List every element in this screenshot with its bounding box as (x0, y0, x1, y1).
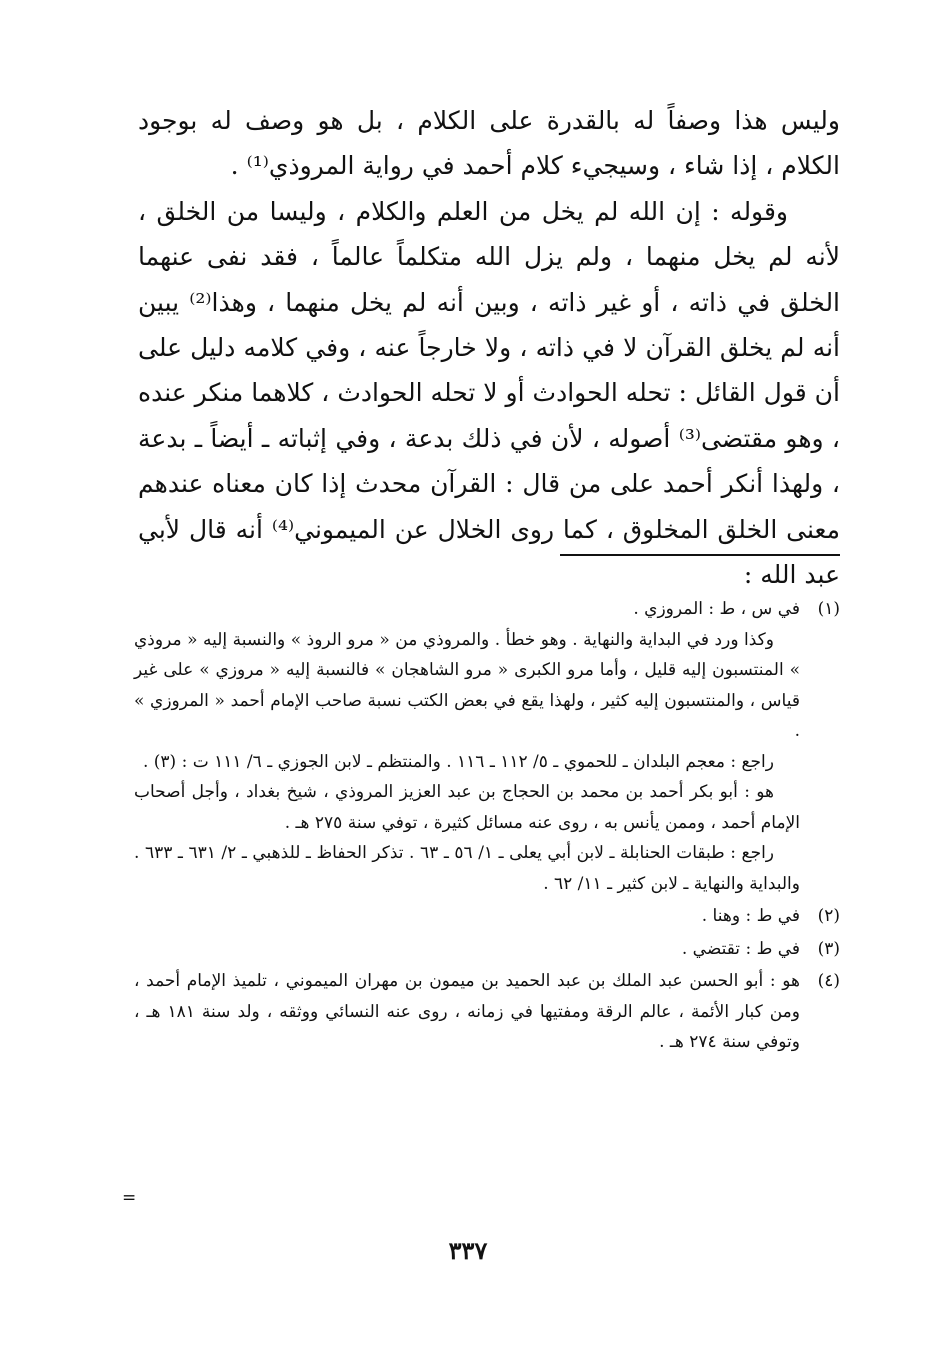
main-text (138, 98, 840, 597)
footnote-text: هو : أبو الحسن عبد الملك بن عبد الحميد بن ميمون بن مهران الميموني ، تلميذ الإمام أحمد ، ومن كبار الأئمة ، عالم الرقة ومفتيها في زمانه ، روى عنه النسائي ووثقه ، ولد سنة ١٨١ هـ ، وتوفي سنة ٢٧٤ هـ . (134, 971, 800, 1052)
footnote-text: راجع : طبقات الحنابلة ـ لابن أبي يعلى ـ ١/ ٥٦ ـ ٦٣ . تذكر الحفاظ ـ للذهبي ـ ٢/ ٦٣١ ـ ٦٣٣ . والبداية والنهاية ـ لابن كثير ـ ١١/ ٦٢ . (134, 843, 800, 894)
footnote-number: (٢) (817, 906, 840, 926)
footnote-1 (134, 594, 840, 899)
footnote-2 (134, 901, 840, 932)
continuation-mark: = (122, 1188, 137, 1208)
footnote-text: وكذا ورد في البداية والنهاية . وهو خطأ . والمروذي من « مرو الروذ » والنسبة إليه « مروذي » المنتسبون إليه قليل ، وأما مرو الكبرى « مرو الشاهجان » فالنسبة إليه « مروزي » على غير قياس ، والمنتسبون إليه كثير ، ولهذا يقع في بعض الكتب نسبة صاحب الإمام أحمد « المروزي » . (134, 629, 800, 741)
page-number: ٣٣٧ (448, 1236, 488, 1265)
footnote-text: في س ، ط : المروزي . (633, 599, 800, 619)
footnote-number: (٤) (817, 971, 840, 991)
footnote-text: في ط : تقتضي . (681, 938, 800, 959)
footnote-text: هو : أبو بكر أحمد بن محمد بن الحجاج بن عبد العزيز المروذي ، شيخ بغداد ، وأجل أصحاب الإمام أحمد ، وممن يأنس به ، روى عنه مسائل كثيرة ، توفي سنة ٢٧٥ هـ . (134, 782, 800, 833)
footnote-number: (١) (817, 599, 840, 619)
main-paragraph-2: وقوله : إن الله لم يخل من العلم والكلام ، وليسا من الخلق ، لأنه لم يخل منهما ، ولم يزل الله متكلماً عالماً ، فقد نفى عنهما الخلق في ذاته ، أو غير ذاته ، وبين أنه لم يخل منهما ، وهذا⁽²⁾ يبين أنه لم يخلق القرآن لا في ذاته ، ولا خارجاً عنه ، وفي كلامه دليل على أن قول القائل : تحله الحوادث أو لا تحله الحوادث ، كلاهما منكر عنده ، وهو مقتضى⁽³⁾ أصوله ، لأن في ذلك بدعة ، وفي إثباته ـ أيضاً ـ بدعة ، ولهذا أنكر أحمد على من قال : القرآن محدث إذا كان معناه عندهم معنى الخلق المخلوق ، كما روى الخلال عن الميموني⁽⁴⁾ أنه قال لأبي عبد الله : (138, 196, 841, 590)
footnote-3 (134, 934, 840, 965)
main-paragraph-1: وليس هذا وصفاً له بالقدرة على الكلام ، بل هو وصف له بوجود الكلام ، إذا شاء ، وسيجيء كلام أحمد في رواية المروذي⁽¹⁾ . (138, 106, 840, 181)
footnote-text: راجع : معجم البلدان ـ للحموي ـ ٥/ ١١٢ ـ ١١٦ . والمنتظم ـ لابن الجوزي ـ ٦/ ١١١ ت : (٣) . (142, 751, 774, 772)
footnote-separator (560, 554, 840, 556)
footnotes (134, 594, 840, 1058)
footnote-4 (134, 966, 840, 1058)
footnote-number: (٣) (817, 938, 840, 959)
footnote-text: في ط : وهنا . (701, 906, 800, 926)
